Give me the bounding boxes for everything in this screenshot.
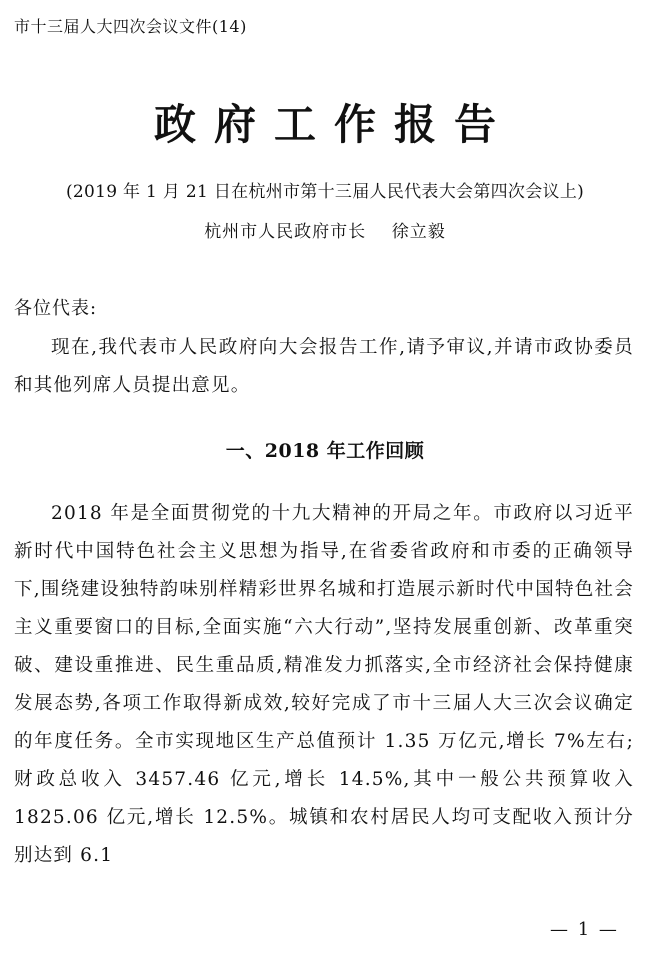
page-number: — 1 — bbox=[550, 919, 619, 940]
body-paragraph: 2018 年是全面贯彻党的十九大精神的开局之年。市政府以习近平新时代中国特色社会主义思想为指导,在省委省政府和市委的正确领导下,围绕建设独特韵味别样精彩世界名城和打造展示新时代中国特色社会主义重要窗口的目标,全面实施“六大行动”,坚持发展重创新、改革重突破、建设重推进、民生重品质,精准发力抓落实,全市经济社会保持健康发展态势,各项工作取得新成效,较好完成了市十三届人大三次会议确定的年度任务。全市实现地区生产总值预计 1.35 万亿元,增长 7%左右;财政总收入 3457.46 亿元,增长 14.5%,其中一般公共预算收入 1825.06 亿元,增长 12.5%。城镇和农村居民人均可支配收入预计分别达到 6.1 bbox=[14, 503, 634, 866]
section-heading: 一、2018 年工作回顾 bbox=[225, 440, 425, 462]
document-series-header: 市十三届人大四次会议文件(14) bbox=[14, 17, 247, 36]
document-subtitle: (2019 年 1 月 21 日在杭州市第十三届人民代表大会第四次会议上) bbox=[65, 182, 585, 202]
document-author: 杭州市人民政府市长 徐立毅 bbox=[204, 222, 446, 242]
intro-paragraph: 现在,我代表市人民政府向大会报告工作,请予审议,并请市政协委员和其他列席人员提出意见。 bbox=[14, 337, 634, 396]
salutation: 各位代表: bbox=[14, 298, 98, 319]
document-title: 政府工作报告 bbox=[153, 100, 514, 149]
